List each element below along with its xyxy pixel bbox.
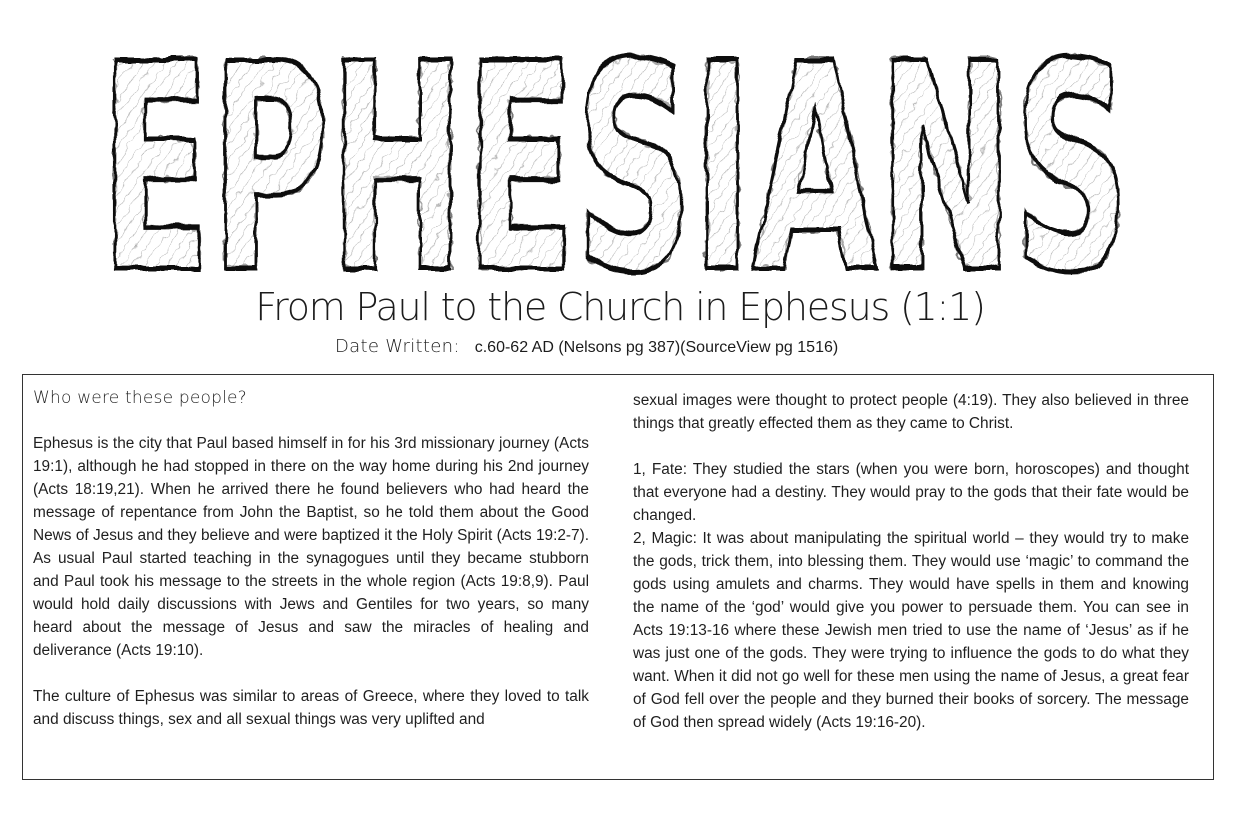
right-column xyxy=(633,389,1189,734)
paragraph: Ephesus is the city that Paul based himself in for his 3rd missionary journey (Acts 19:1), although he had stopped in there on the way home during his 2nd journey (Acts 18:19,21). When he arrived there he found believers who had heard the message of repentance from John the Baptist, so he told them about the Good News of Jesus and they believe and were baptized it the Holy Spirit (Acts 19:2-7). As usual Paul started teaching in the synagogues until they became stubborn and Paul took his message to the streets in the whole region (Acts 19:8,9). Paul would hold daily discussions with Jews and Gentiles for two years, so many heard about the message of Jesus and saw the miracles of healing and deliverance (Acts 19:10). xyxy=(33,435,589,659)
date-value: c.60-62 AD (Nelsons pg 387)(SourceView pg 1516) xyxy=(474,339,839,356)
title-text: EPHESIANS xyxy=(100,6,1130,278)
date-written xyxy=(335,333,838,361)
date-label: Date Written: xyxy=(335,336,460,357)
paragraph: sexual images were thought to protect people (4:19). They also believed in three things that greatly effected them as they came to Christ. xyxy=(633,392,1189,432)
title-artwork xyxy=(95,6,1135,278)
title-banner xyxy=(95,6,1135,278)
paragraph: 2, Magic: It was about manipulating the spiritual world – they would try to make the gods, trick them, into blessing them. They would use ‘magic’ to command the gods using amulets and charms. They would have spells in them and knowing the name of the ‘god’ would give you power to persuade them. You can see in Acts 19:13-16 where these Jewish men tried to use the name of ‘Jesus’ as if he was just one of the gods. They were trying to influence the gods to do what they want. When it did not go well for these men using the name of Jesus, a great fear of God fell over the people and they burned their books of sorcery. The message of God then spread widely (Acts 19:16-20). xyxy=(633,530,1189,731)
left-column xyxy=(33,383,589,731)
content-box xyxy=(22,374,1214,780)
section-heading: Who were these people? xyxy=(33,388,247,408)
title-text-shadow: EPHESIANS xyxy=(100,6,1130,278)
subtitle: From Paul to the Church in Ephesus (1:1) xyxy=(255,285,985,329)
paragraph: The culture of Ephesus was similar to areas of Greece, where they loved to talk and discuss things, sex and all sexual things was very uplifted and xyxy=(33,688,589,728)
paragraph: 1, Fate: They studied the stars (when you were born, horoscopes) and thought that everyone had a destiny. They would pray to the gods that their fate would be changed. xyxy=(633,461,1189,524)
